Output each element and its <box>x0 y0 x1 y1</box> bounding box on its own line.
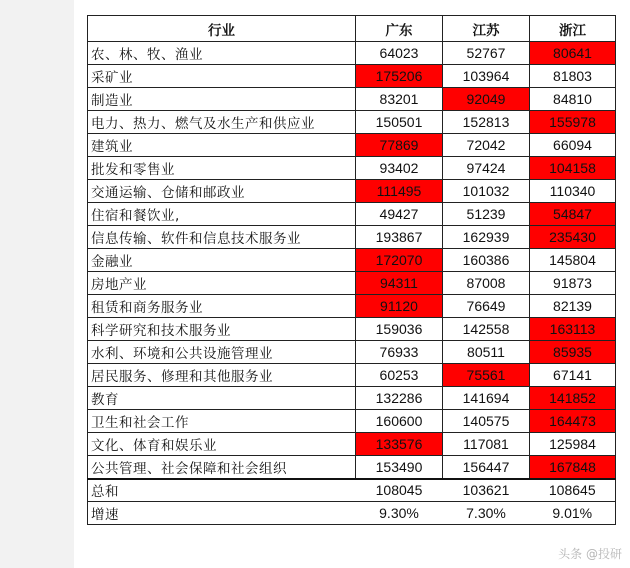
value-cell: 93402 <box>356 157 443 180</box>
table-row <box>88 295 616 318</box>
value-cell: 156447 <box>443 456 530 479</box>
industry-cell: 金融业 <box>88 249 356 272</box>
industry-cell: 批发和零售业 <box>88 157 356 180</box>
value-cell: 49427 <box>356 203 443 226</box>
value-cell: 54847 <box>530 203 616 226</box>
value-cell: 153490 <box>356 456 443 479</box>
industry-cell: 科学研究和技术服务业 <box>88 318 356 341</box>
table-row <box>88 364 616 387</box>
value-cell: 133576 <box>356 433 443 456</box>
value-cell: 103964 <box>443 65 530 88</box>
industry-cell: 居民服务、修理和其他服务业 <box>88 364 356 387</box>
value-cell: 83201 <box>356 88 443 111</box>
header-industry: 行业 <box>88 16 356 42</box>
table-row <box>88 456 616 479</box>
table-row <box>88 272 616 295</box>
header-zhejiang: 浙江 <box>530 16 616 42</box>
industry-cell: 文化、体育和娱乐业 <box>88 433 356 456</box>
value-cell: 82139 <box>530 295 616 318</box>
industry-cell: 信息传输、软件和信息技术服务业 <box>88 226 356 249</box>
industry-cell: 水利、环境和公共设施管理业 <box>88 341 356 364</box>
table-row <box>88 157 616 180</box>
value-cell: 162939 <box>443 226 530 249</box>
total-value-cell: 108645 <box>530 479 616 502</box>
value-cell: 150501 <box>356 111 443 134</box>
value-cell: 67141 <box>530 364 616 387</box>
value-cell: 85935 <box>530 341 616 364</box>
header-guangdong: 广东 <box>356 16 443 42</box>
value-cell: 77869 <box>356 134 443 157</box>
value-cell: 66094 <box>530 134 616 157</box>
header-jiangsu: 江苏 <box>443 16 530 42</box>
table-row <box>88 341 616 364</box>
industry-cell: 建筑业 <box>88 134 356 157</box>
value-cell: 159036 <box>356 318 443 341</box>
industry-cell: 制造业 <box>88 88 356 111</box>
table-row <box>88 226 616 249</box>
value-cell: 142558 <box>443 318 530 341</box>
table-row <box>88 249 616 272</box>
table-row <box>88 65 616 88</box>
table-row <box>88 88 616 111</box>
value-cell: 160386 <box>443 249 530 272</box>
watermark: 头条 @投研 <box>558 547 622 561</box>
value-cell: 167848 <box>530 456 616 479</box>
value-cell: 101032 <box>443 180 530 203</box>
value-cell: 152813 <box>443 111 530 134</box>
total-row <box>88 479 616 502</box>
industry-cell: 电力、热力、燃气及水生产和供应业 <box>88 111 356 134</box>
value-cell: 81803 <box>530 65 616 88</box>
value-cell: 76933 <box>356 341 443 364</box>
table-row <box>88 134 616 157</box>
value-cell: 91873 <box>530 272 616 295</box>
growth-value-cell: 7.30% <box>443 502 530 525</box>
growth-label: 增速 <box>88 502 356 525</box>
value-cell: 76649 <box>443 295 530 318</box>
value-cell: 172070 <box>356 249 443 272</box>
table-body <box>88 42 616 525</box>
total-value-cell: 108045 <box>356 479 443 502</box>
value-cell: 140575 <box>443 410 530 433</box>
industry-cell: 卫生和社会工作 <box>88 410 356 433</box>
value-cell: 235430 <box>530 226 616 249</box>
industry-cell: 住宿和餐饮业, <box>88 203 356 226</box>
value-cell: 72042 <box>443 134 530 157</box>
total-value-cell: 103621 <box>443 479 530 502</box>
table-row <box>88 387 616 410</box>
value-cell: 94311 <box>356 272 443 295</box>
industry-cell: 交通运输、仓储和邮政业 <box>88 180 356 203</box>
value-cell: 117081 <box>443 433 530 456</box>
value-cell: 91120 <box>356 295 443 318</box>
growth-value-cell: 9.30% <box>356 502 443 525</box>
value-cell: 145804 <box>530 249 616 272</box>
value-cell: 132286 <box>356 387 443 410</box>
total-label: 总和 <box>88 479 356 502</box>
industry-cell: 租赁和商务服务业 <box>88 295 356 318</box>
industry-cell: 房地产业 <box>88 272 356 295</box>
value-cell: 60253 <box>356 364 443 387</box>
value-cell: 155978 <box>530 111 616 134</box>
industry-cell: 教育 <box>88 387 356 410</box>
table-row <box>88 203 616 226</box>
value-cell: 110340 <box>530 180 616 203</box>
value-cell: 175206 <box>356 65 443 88</box>
table-row <box>88 111 616 134</box>
value-cell: 193867 <box>356 226 443 249</box>
industry-cell: 采矿业 <box>88 65 356 88</box>
growth-value-cell: 9.01% <box>530 502 616 525</box>
value-cell: 111495 <box>356 180 443 203</box>
value-cell: 80511 <box>443 341 530 364</box>
value-cell: 52767 <box>443 42 530 65</box>
value-cell: 164473 <box>530 410 616 433</box>
value-cell: 141694 <box>443 387 530 410</box>
growth-row <box>88 502 616 525</box>
spreadsheet-area <box>74 0 630 568</box>
industry-cell: 农、林、牧、渔业 <box>88 42 356 65</box>
table-row <box>88 410 616 433</box>
value-cell: 104158 <box>530 157 616 180</box>
value-cell: 80641 <box>530 42 616 65</box>
value-cell: 92049 <box>443 88 530 111</box>
industry-salary-table <box>87 15 616 525</box>
value-cell: 87008 <box>443 272 530 295</box>
header-row <box>88 16 616 42</box>
value-cell: 125984 <box>530 433 616 456</box>
table-row <box>88 318 616 341</box>
value-cell: 141852 <box>530 387 616 410</box>
table-row <box>88 42 616 65</box>
table-row <box>88 433 616 456</box>
value-cell: 75561 <box>443 364 530 387</box>
value-cell: 84810 <box>530 88 616 111</box>
value-cell: 160600 <box>356 410 443 433</box>
value-cell: 64023 <box>356 42 443 65</box>
value-cell: 97424 <box>443 157 530 180</box>
value-cell: 51239 <box>443 203 530 226</box>
value-cell: 163113 <box>530 318 616 341</box>
industry-cell: 公共管理、社会保障和社会组织 <box>88 456 356 479</box>
table-row <box>88 180 616 203</box>
